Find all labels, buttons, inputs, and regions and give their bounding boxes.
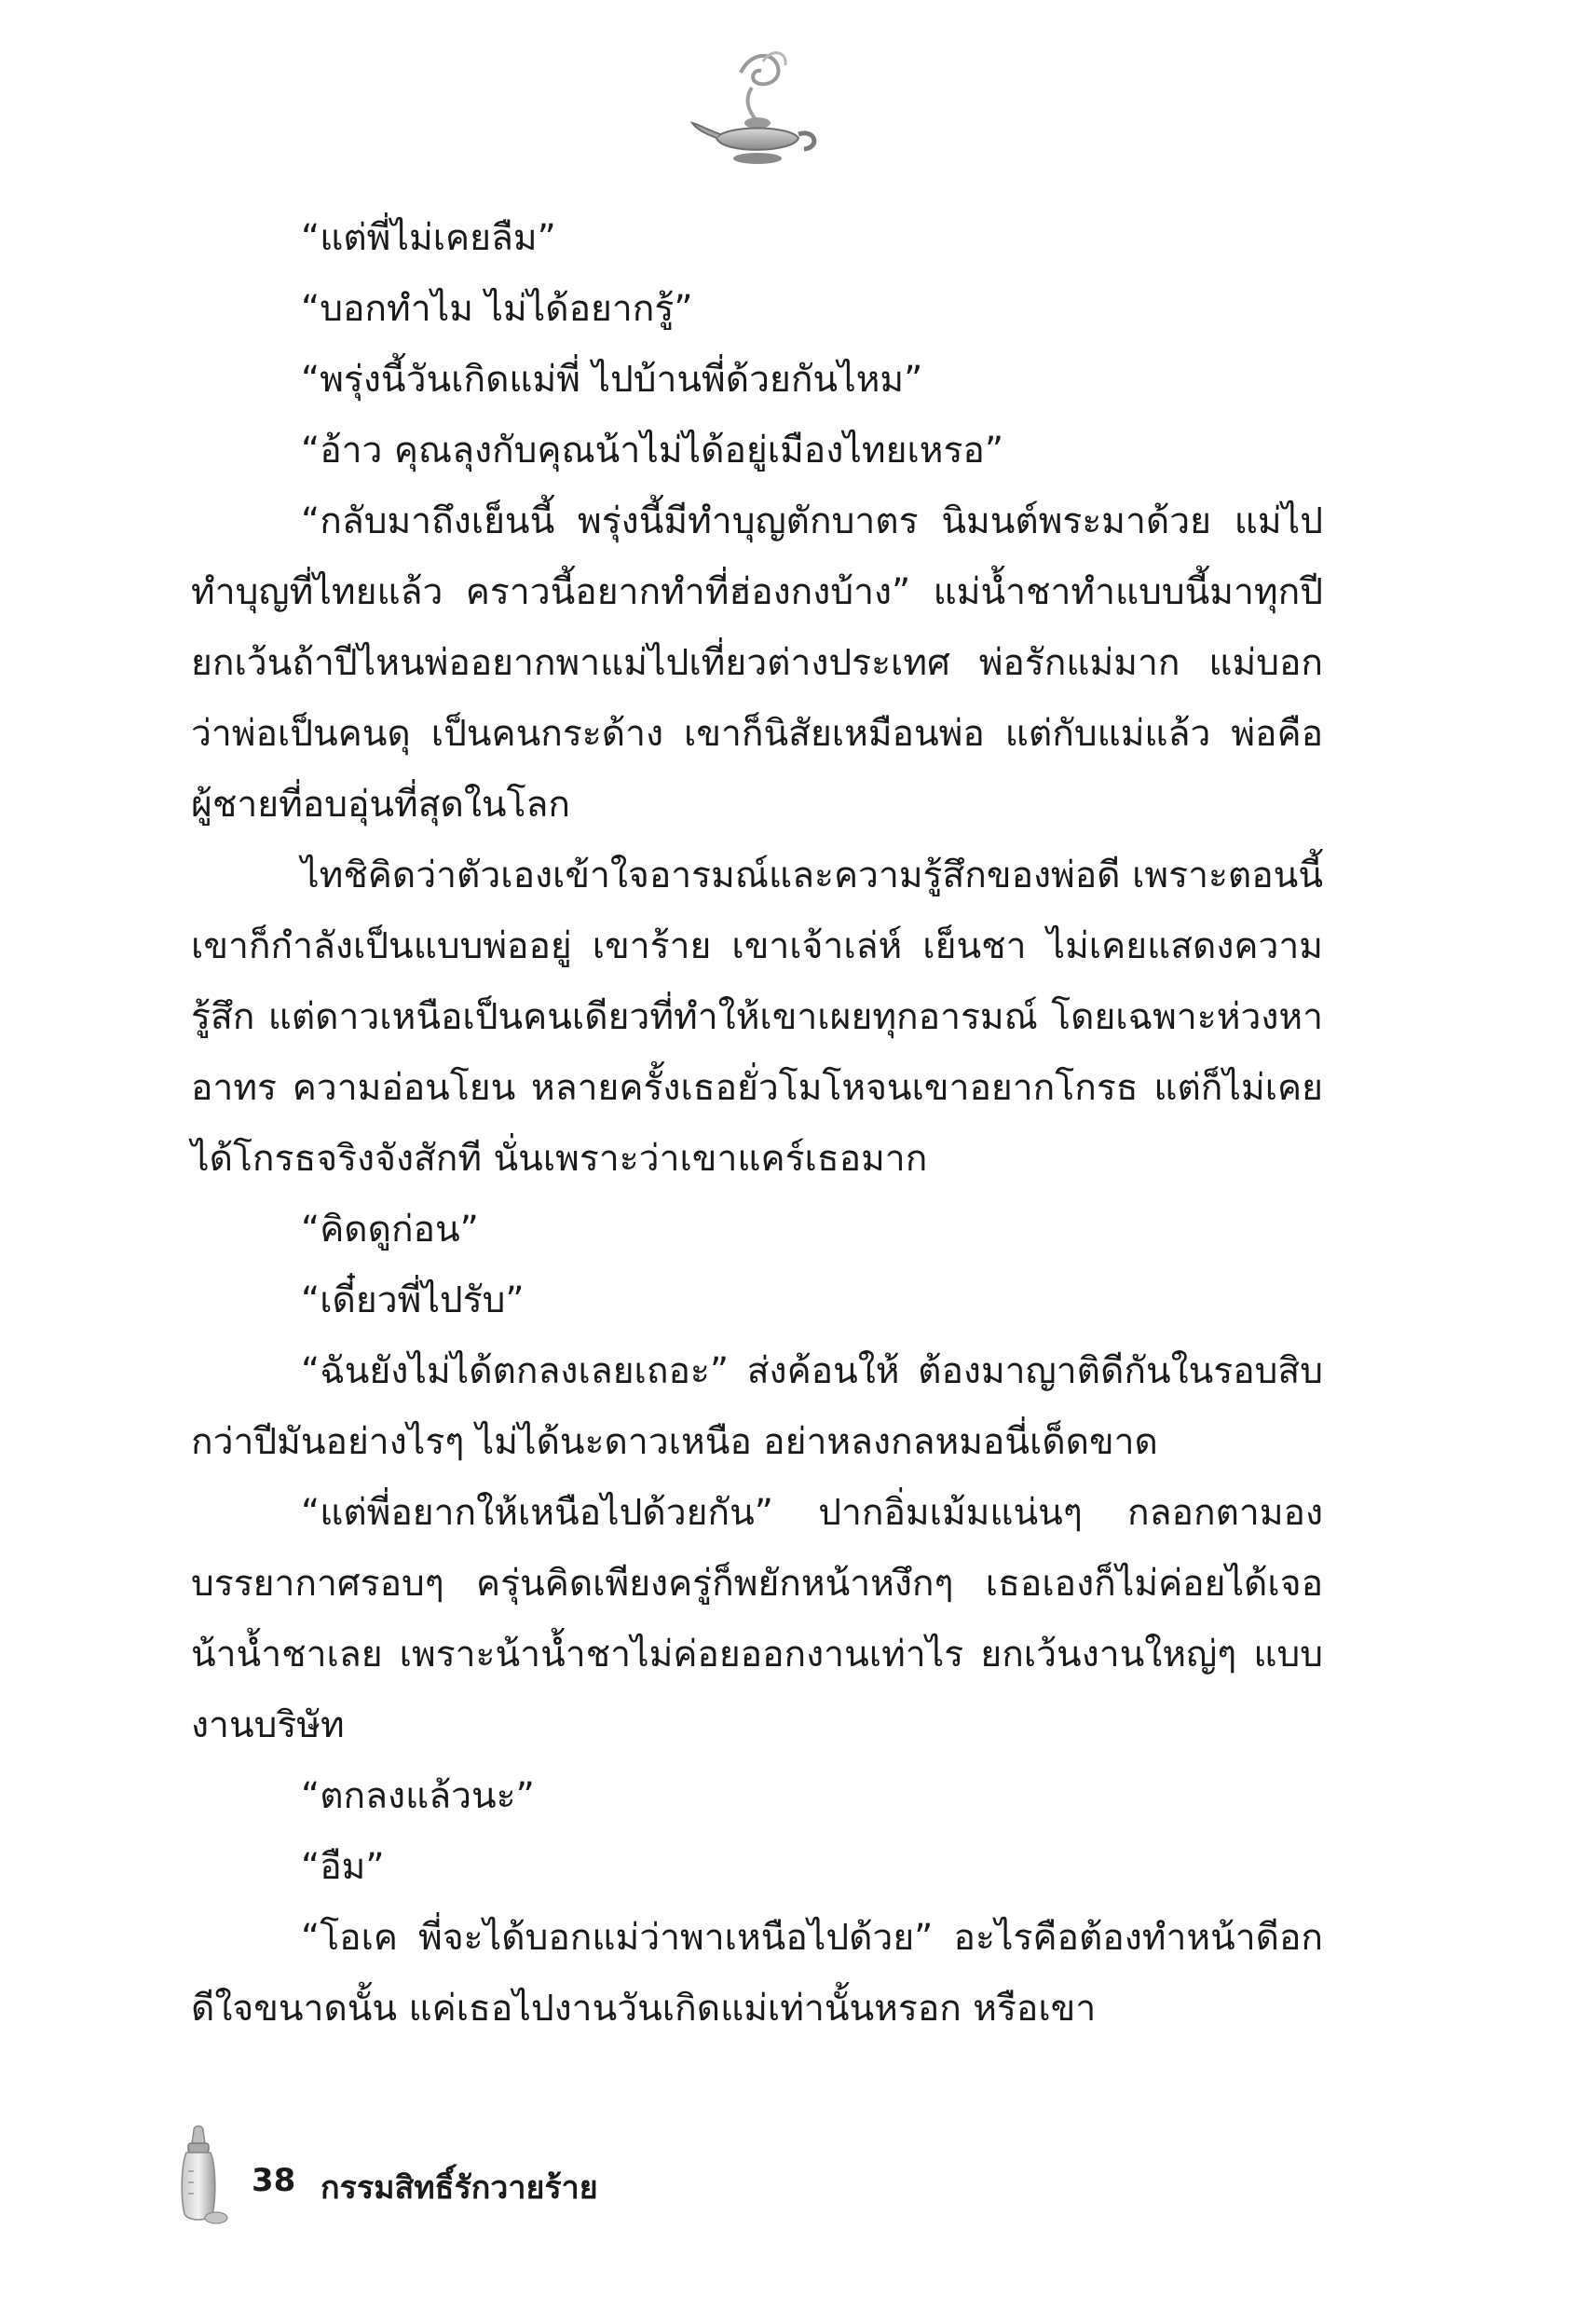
- dialogue-line: “พรุ่งนี้วันเกิดแม่พี่ ไปบ้านพี่ด้วยกันไหม”: [301, 359, 923, 401]
- book-title: กรรมสิทธิ์รักวายร้าย: [321, 2169, 598, 2207]
- body-text: [191, 203, 1323, 2044]
- baby-bottle-icon: [166, 2125, 231, 2227]
- dialogue-line: “อืม”: [301, 1846, 385, 1888]
- dialogue-line: “คิดดูก่อน”: [301, 1209, 479, 1251]
- dialogue-line: “แต่พี่ไม่เคยลืม”: [301, 217, 556, 259]
- dialogue-line: “ตกลงแล้วนะ”: [301, 1775, 535, 1817]
- page-number: 38: [252, 2162, 296, 2199]
- body-paragraph: “โอเค พี่จะได้บอกแม่ว่าพาเหนือไปด้วย” อะไรคือต้องทำหน้าดีอกดีใจขนาดนั้น แค่เธอไปงานวันเกิดแม่เท่านั้นหรอก หรือเขา: [191, 1917, 1323, 2030]
- magic-lamp-icon: [685, 45, 825, 185]
- body-paragraph: “ฉันยังไม่ได้ตกลงเลยเถอะ” ส่งค้อนให้ ต้องมาญาติดีกันในรอบสิบกว่าปีมันอย่างไรๆ ไม่ได้นะดาวเหนือ อย่าหลงกลหมอนี่เด็ดขาด: [191, 1350, 1323, 1463]
- dialogue-line: “บอกทำไม ไม่ได้อยากรู้”: [301, 288, 693, 330]
- dialogue-line: “อ้าว คุณลุงกับคุณน้าไม่ได้อยู่เมืองไทยเหรอ”: [301, 430, 1004, 472]
- body-paragraph: ไทชิคิดว่าตัวเองเข้าใจอารมณ์และความรู้สึกของพ่อดี เพราะตอนนี้เขาก็กำลังเป็นแบบพ่ออยู่ เขาร้าย เขาเจ้าเล่ห์ เย็นชา ไม่เคยแสดงความรู้สึก แต่ดาวเหนือเป็นคนเดียวที่ทำให้เขาเผยทุกอารมณ์ โดยเฉพาะห่วงหาอาทร ความอ่อนโยน หลายครั้งเธอยั่วโมโหจนเขาอยากโกรธ แต่ก็ไม่เคยได้โกรธจริงจังสักที นั่นเพราะว่าเขาแคร์เธอมาก: [191, 855, 1323, 1180]
- page-footer: [166, 2125, 911, 2227]
- body-paragraph: “แต่พี่อยากให้เหนือไปด้วยกัน” ปากอิ่มเม้มแน่นๆ กลอกตามองบรรยากาศรอบๆ ครุ่นคิดเพียงครู่ก็พยักหน้าหงึกๆ เธอเองก็ไม่ค่อยได้เจอน้าน้ำชาเลย เพราะน้าน้ำชาไม่ค่อยออกงานเท่าไร ยกเว้นงานใหญ่ๆ แบบงานบริษัท: [191, 1492, 1323, 1746]
- body-paragraph: “กลับมาถึงเย็นนี้ พรุ่งนี้มีทำบุญตักบาตร นิมนต์พระมาด้วย แม่ไปทำบุญที่ไทยแล้ว คราวนี้อยากทำที่ฮ่องกงบ้าง” แม่น้ำชาทำแบบนี้มาทุกปี ยกเว้นถ้าปีไหนพ่ออยากพาแม่ไปเที่ยวต่างประเทศ พ่อรักแม่มาก แม่บอกว่าพ่อเป็นคนดุ เป็นคนกระด้าง เขาก็นิสัยเหมือนพ่อ แต่กับแม่แล้ว พ่อคือผู้ชายที่อบอุ่นที่สุดในโลก: [191, 500, 1323, 826]
- dialogue-line: “เดี๋ยวพี่ไปรับ”: [301, 1279, 525, 1321]
